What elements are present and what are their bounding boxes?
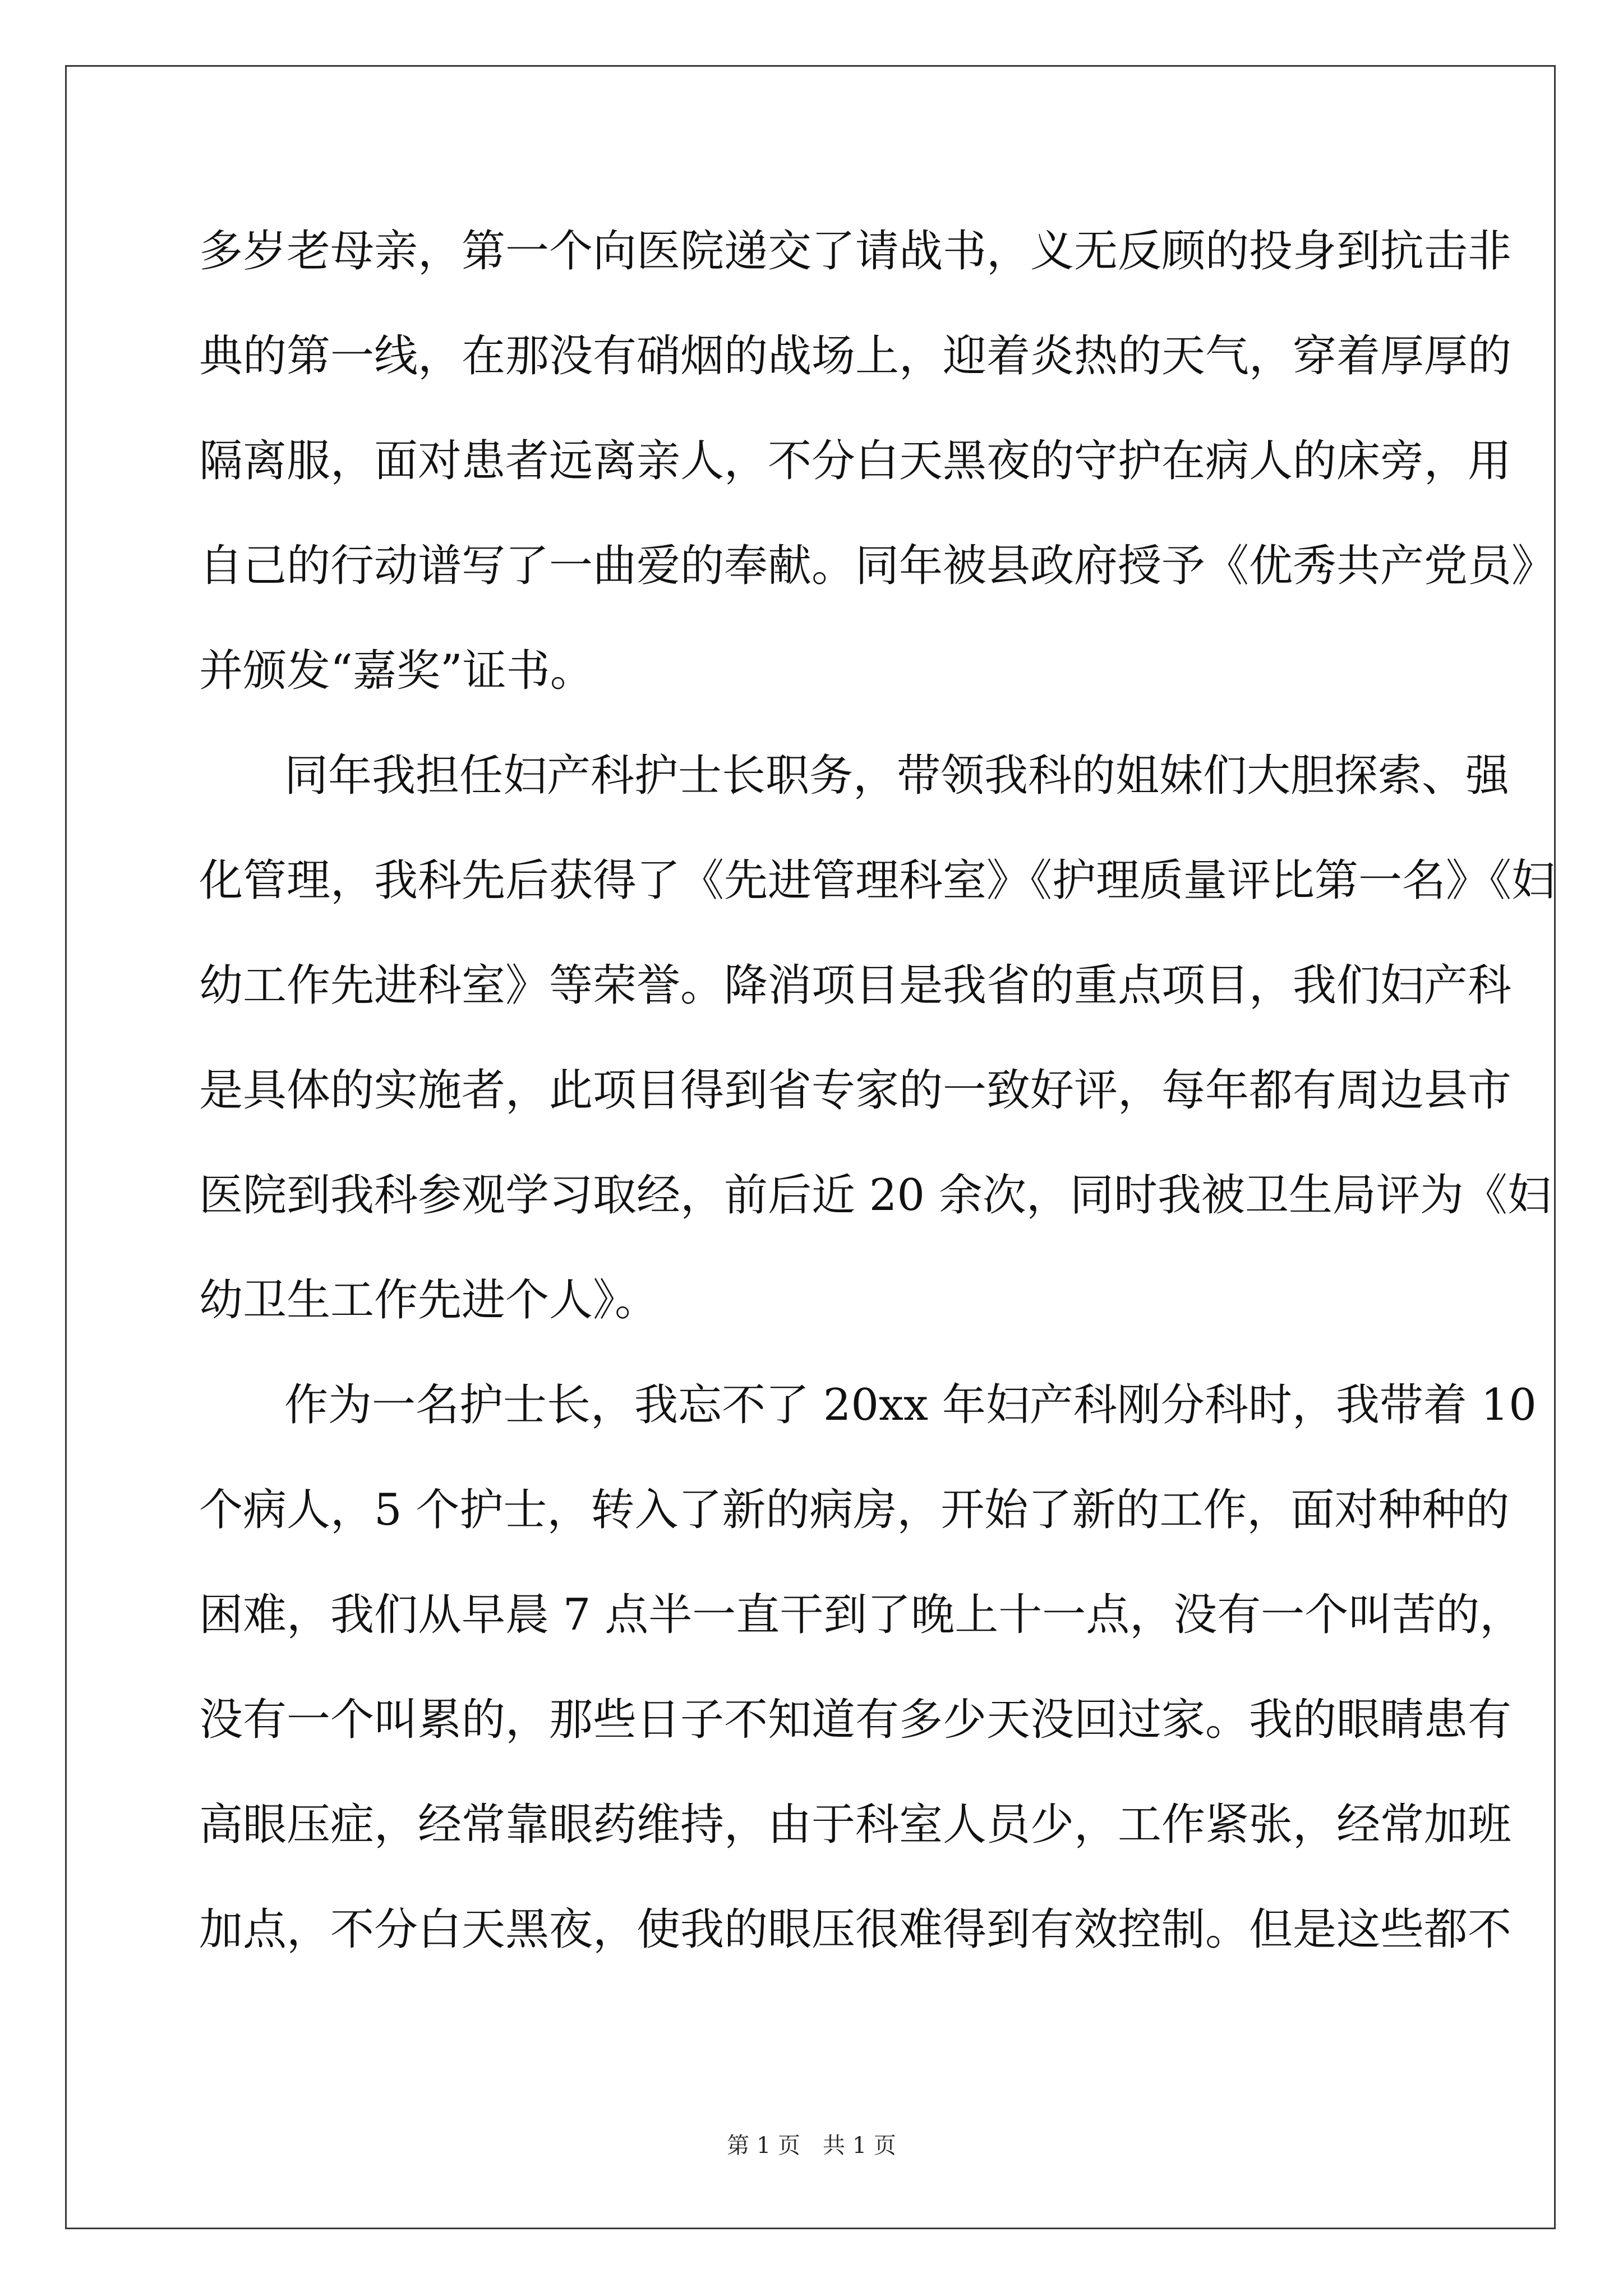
document-body (199, 212, 1556, 1995)
paragraph-line: 医院到我科参观学习取经，前后近 20 余次，同时我被卫生局评为《妇 (199, 1170, 1551, 1221)
paragraph-1 (199, 212, 1556, 737)
paragraph-line: 个病人，5 个护士，转入了新的病房，开始了新的工作，面对种种的 (199, 1485, 1510, 1535)
page-number-current: 第 1 页 (727, 2133, 800, 2159)
paragraph-line: 典的第一线，在那没有硝烟的战场上，迎着炎热的天气，穿着厚厚的 (199, 331, 1512, 381)
paragraph-line: 是具体的实施者，此项目得到省专家的一致好评，每年都有周边县市 (199, 1065, 1512, 1116)
paragraph-line: 幼工作先进科室》等荣誉。降消项目是我省的重点项目，我们妇产科 (199, 960, 1512, 1011)
paragraph-line: 加点，不分白天黑夜，使我的眼压很难得到有效控制。但是这些都不 (199, 1904, 1512, 1955)
paragraph-line: 没有一个叫累的，那些日子不知道有多少天没回过家。我的眼睛患有 (199, 1695, 1512, 1745)
paragraph-line: 多岁老母亲，第一个向医院递交了请战书，义无反顾的投身到抗击非 (199, 226, 1512, 277)
paragraph-line: 困难，我们从早晨 7 点半一直干到了晚上十一点，没有一个叫苦的， (199, 1590, 1524, 1640)
page-number-total: 共 1 页 (823, 2133, 896, 2159)
paragraph-line: 隔离服，面对患者远离亲人，不分白天黑夜的守护在病人的床旁，用 (199, 436, 1512, 486)
paragraph-3 (199, 1366, 1537, 1995)
page-footer (0, 2129, 1623, 2162)
paragraph-line: 并颁发“嘉奖”证书。 (199, 646, 594, 696)
paragraph-2 (199, 737, 1556, 1366)
paragraph-line: 自己的行动谱写了一曲爱的奉献。同年被县政府授予《优秀共产党员》 (199, 541, 1556, 591)
paragraph-line: 化管理，我科先后获得了《先进管理科室》《护理质量评比第一名》《妇 (199, 855, 1556, 906)
paragraph-line: 作为一名护士长，我忘不了 20xx 年妇产科刚分科时，我带着 10 (284, 1380, 1537, 1430)
paragraph-line: 幼卫生工作先进个人》。 (199, 1275, 659, 1326)
paragraph-line: 同年我担任妇产科护士长职务，带领我科的姐妹们大胆探索、强 (284, 751, 1510, 801)
paragraph-line: 高眼压症，经常靠眼药维持，由于科室人员少，工作紧张，经常加班 (199, 1800, 1512, 1850)
